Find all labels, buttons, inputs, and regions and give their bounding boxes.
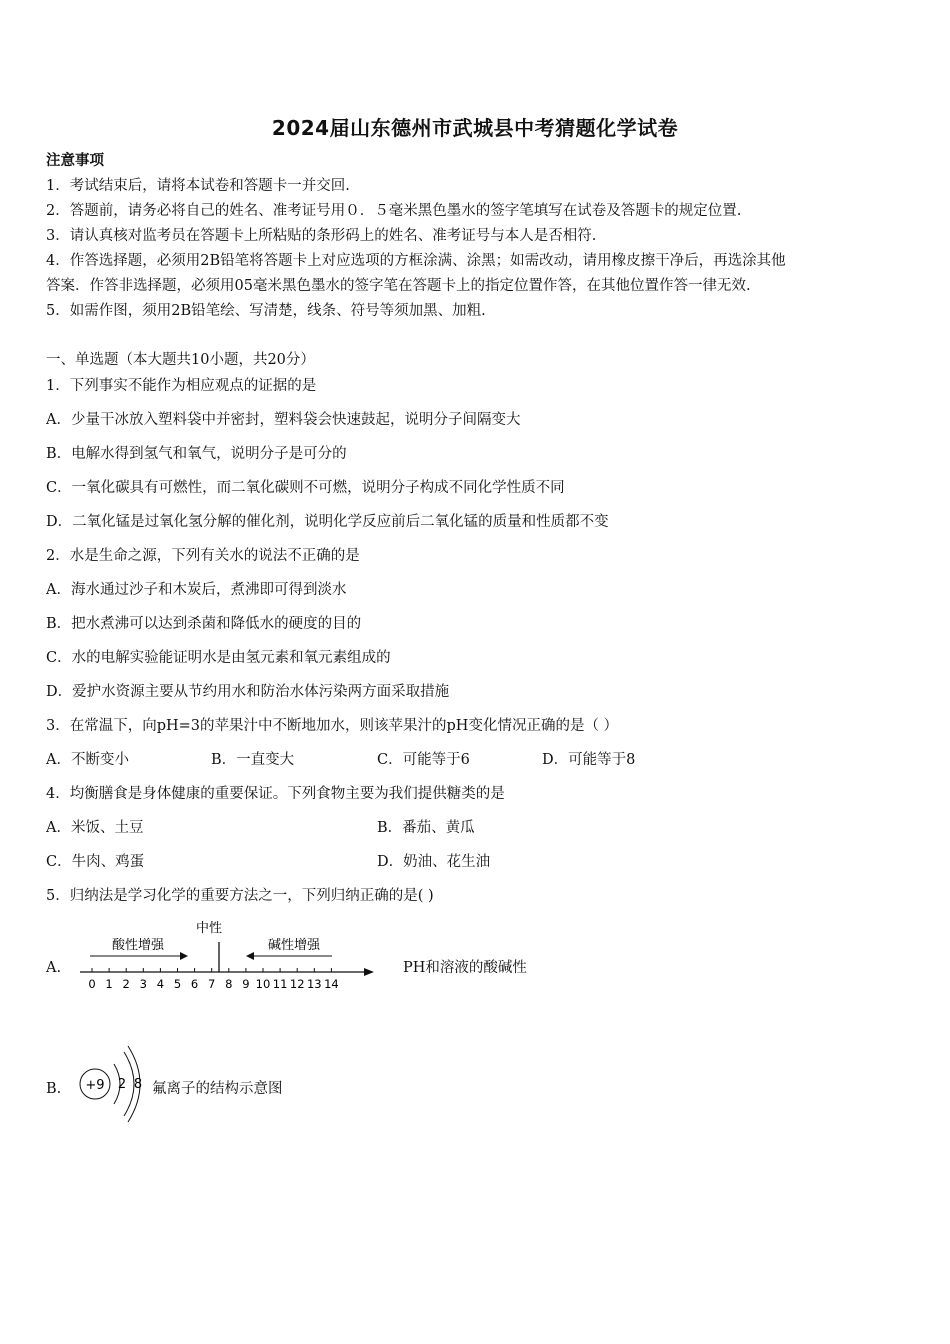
question-3-option-a: A．不断变小 [46, 752, 129, 768]
shell-2-electrons: 8 [133, 1077, 143, 1092]
ph-tick-label: 13 [306, 977, 322, 991]
ph-acid-label: 酸性增强 [111, 938, 165, 953]
question-5-stem: 5．归纳法是学习化学的重要方法之一，下列归纳正确的是( ) [46, 888, 434, 904]
ph-tick-label: 0 [88, 977, 96, 991]
question-2-option-a: A．海水通过沙子和木炭后，煮沸即可得到淡水 [46, 582, 347, 598]
page-title: 2024届山东德州市武城县中考猜题化学试卷 [271, 116, 679, 140]
ph-tick-label: 1 [105, 977, 113, 991]
ph-tick-label: 10 [255, 977, 271, 991]
ph-tick-label: 5 [173, 977, 182, 991]
ph-scale-diagram [76, 914, 386, 994]
section-heading: 一、单选题（本大题共10小题，共20分） [46, 352, 315, 368]
acid-arrow-head [180, 952, 188, 960]
notice-item: 1．考试结束后，请将本试卷和答题卡一并交回. [46, 178, 350, 194]
shell-1-electrons: 2 [117, 1077, 127, 1092]
ph-tick-label: 9 [242, 977, 250, 991]
ph-tick-label: 4 [156, 977, 165, 991]
fluoride-ion-diagram [74, 1040, 154, 1126]
question-3-option-d: D．可能等于8 [542, 752, 636, 768]
ph-tick-label: 7 [208, 977, 216, 991]
ph-tick-label: 3 [139, 977, 147, 991]
question-2-option-d: D．爱护水资源主要从节约用水和防治水体污染两方面采取措施 [46, 684, 450, 700]
question-2-stem: 2．水是生命之源，下列有关水的说法不正确的是 [46, 548, 360, 564]
ph-base-label: 碱性增强 [267, 938, 321, 953]
question-1-option-c: C．一氧化碳具有可燃性，而二氧化碳则不可燃，说明分子构成不同化学性质不同 [46, 480, 565, 496]
notice-item: 2．答题前，请务必将自己的姓名、准考证号用０．５毫米黑色墨水的签字笔填写在试卷及答题卡的规定位置. [46, 203, 742, 219]
notice-heading: 注意事项 [46, 152, 104, 169]
question-1-option-d: D．二氧化锰是过氧化氢分解的催化剂，说明化学反应前后二氧化锰的质量和性质都不变 [46, 514, 609, 530]
question-1-option-b: B．电解水得到氢气和氧气，说明分子是可分的 [46, 446, 347, 462]
notice-item: 5．如需作图，须用2B铅笔绘、写清楚，线条、符号等须加黑、加粗. [46, 303, 486, 319]
notice-item: 答案．作答非选择题，必须用05毫米黑色墨水的签字笔在答题卡上的指定位置作答，在其他位置作答一律无效. [46, 278, 751, 294]
base-arrow-head [246, 952, 254, 960]
question-4-option-d: D．奶油、花生油 [377, 854, 491, 870]
ph-tick-label: 11 [272, 977, 288, 991]
ph-tick-label: 14 [324, 977, 339, 991]
ph-neutral-label: 中性 [195, 921, 223, 936]
notice-item: 4．作答选择题，必须用2B铅笔将答题卡上对应选项的方框涂满、涂黑；如需改动，请用橡皮擦干净后，再选涂其他 [46, 253, 786, 269]
question-2-option-c: C．水的电解实验能证明水是由氢元素和氧元素组成的 [46, 650, 391, 666]
question-3-stem: 3．在常温下，向pH=3的苹果汁中不断地加水，则该苹果汁的pH变化情况正确的是（ ） [46, 718, 619, 734]
question-5-option-a-label: A. [46, 960, 62, 976]
question-5-option-a-desc: PH和溶液的酸碱性 [403, 960, 527, 976]
notice-item: 3．请认真核对监考员在答题卡上所粘贴的条形码上的姓名、准考证号与本人是否相符. [46, 228, 597, 244]
question-3-option-c: C．可能等于6 [377, 752, 470, 768]
question-5-option-b-desc: 氟离子的结构示意图 [152, 1081, 283, 1097]
ph-tick-label: 2 [122, 977, 130, 991]
ph-tick-label: 12 [289, 977, 305, 991]
question-2-option-b: B．把水煮沸可以达到杀菌和降低水的硬度的目的 [46, 616, 362, 632]
question-1-stem: 1．下列事实不能作为相应观点的证据的是 [46, 378, 317, 394]
nucleus-charge: +9 [85, 1078, 105, 1093]
question-4-stem: 4．均衡膳食是身体健康的重要保证。下列食物主要为我们提供糖类的是 [46, 786, 505, 802]
question-4-option-b: B．番茄、黄瓜 [377, 820, 475, 836]
question-5-option-b-label: B. [46, 1081, 62, 1097]
question-1-option-a: A．少量干冰放入塑料袋中并密封，塑料袋会快速鼓起，说明分子间隔变大 [46, 412, 521, 428]
question-3-option-b: B．一直变大 [211, 752, 295, 768]
ph-tick-label: 8 [225, 977, 233, 991]
ph-axis-arrow [364, 968, 374, 976]
ph-tick-label: 6 [190, 977, 199, 991]
question-4-option-a: A．米饭、土豆 [46, 820, 144, 836]
question-4-option-c: C．牛肉、鸡蛋 [46, 854, 145, 870]
